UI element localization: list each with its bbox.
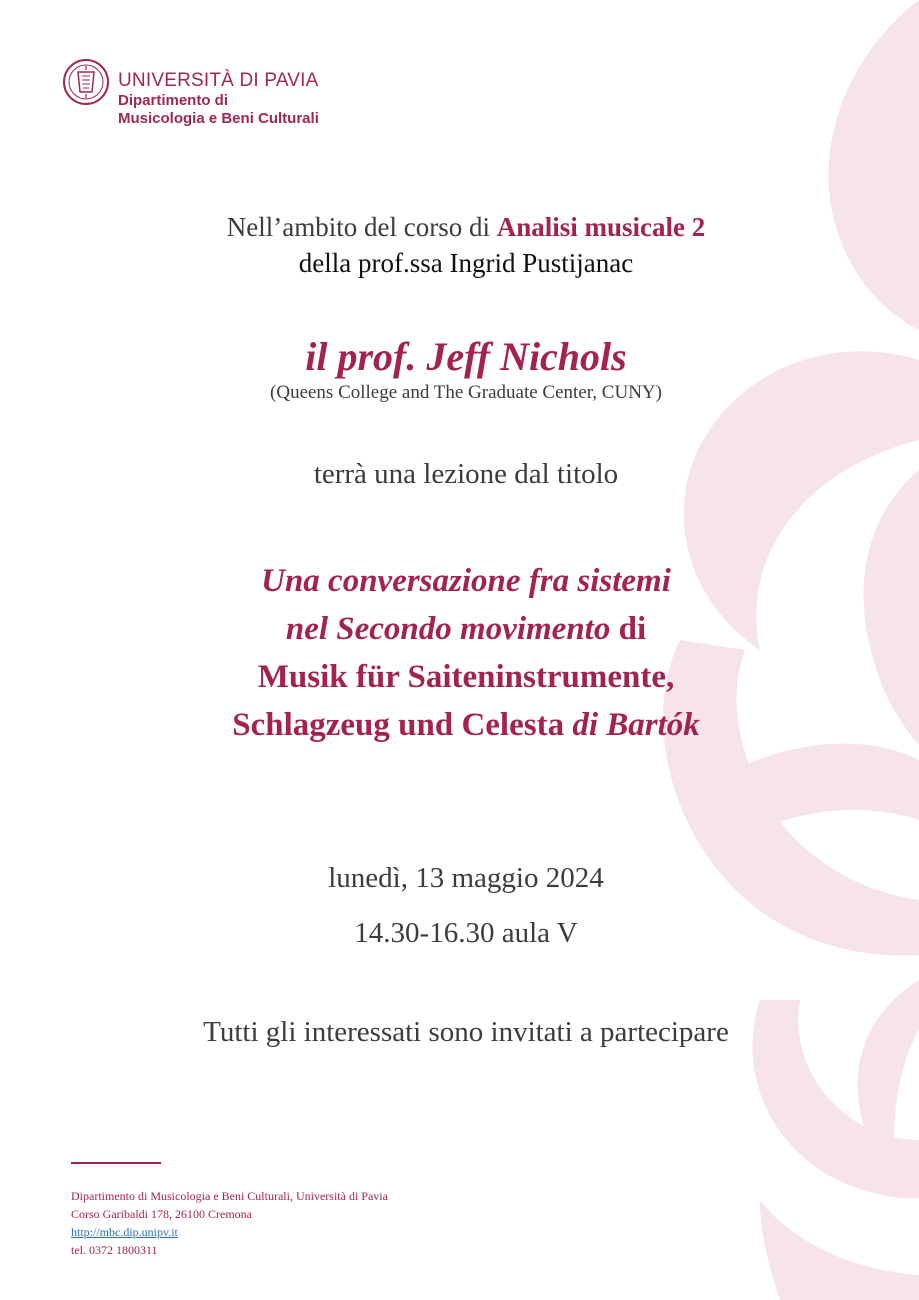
footer-department: Dipartimento di Musicologia e Beni Culturali, Università di Pavia: [71, 1189, 388, 1203]
footer-divider: [71, 1162, 161, 1164]
course-intro-prefix: Nell’ambito del corso di: [226, 212, 497, 242]
university-seal-icon: [62, 58, 110, 106]
footer-address: Corso Garibaldi 178, 26100 Cremona: [71, 1207, 252, 1221]
event-date: lunedì, 13 maggio 2024: [328, 862, 604, 894]
lecture-title-line3: Musik für Saiteninstrumente,: [257, 659, 675, 695]
course-intro: [130, 210, 802, 244]
course-name: Analisi musicale 2: [496, 212, 706, 242]
speaker-affiliation: (Queens College and The Graduate Center, CUNY): [270, 382, 662, 403]
lecture-title-line2: [130, 608, 802, 650]
lecture-title-line4-italic: di Bartók: [572, 707, 700, 743]
footer-phone: tel. 0372 1800311: [71, 1243, 158, 1257]
announcement-text: terrà una lezione dal titolo: [313, 458, 619, 490]
invitation-text: Tutti gli interessati sono invitati a partecipare: [203, 1016, 729, 1048]
footer-website-link[interactable]: http://mbc.dip.unipv.it: [71, 1225, 178, 1239]
lecture-title-line2-rest: di: [610, 611, 647, 647]
lecture-title-line1: Una conversazione fra sistemi: [261, 563, 671, 599]
speaker-name: il prof. Jeff Nichols: [305, 334, 627, 379]
lecture-title-line4-bold: Schlagzeug und Celesta: [232, 707, 573, 743]
footer-contact: [71, 1187, 388, 1259]
department-name-line2: Musicologia e Beni Culturali: [118, 110, 319, 127]
lecture-title-line4: [130, 704, 802, 746]
lecture-title-line2-italic: nel Secondo movimento: [285, 611, 611, 647]
event-time-place: 14.30-16.30 aula V: [354, 917, 578, 949]
university-logo: [62, 58, 319, 128]
department-name-line1: Dipartimento di: [118, 92, 229, 109]
course-professor: della prof.ssa Ingrid Pustijanac: [298, 248, 634, 278]
university-name: UNIVERSITÀ DI PAVIA: [118, 70, 319, 91]
